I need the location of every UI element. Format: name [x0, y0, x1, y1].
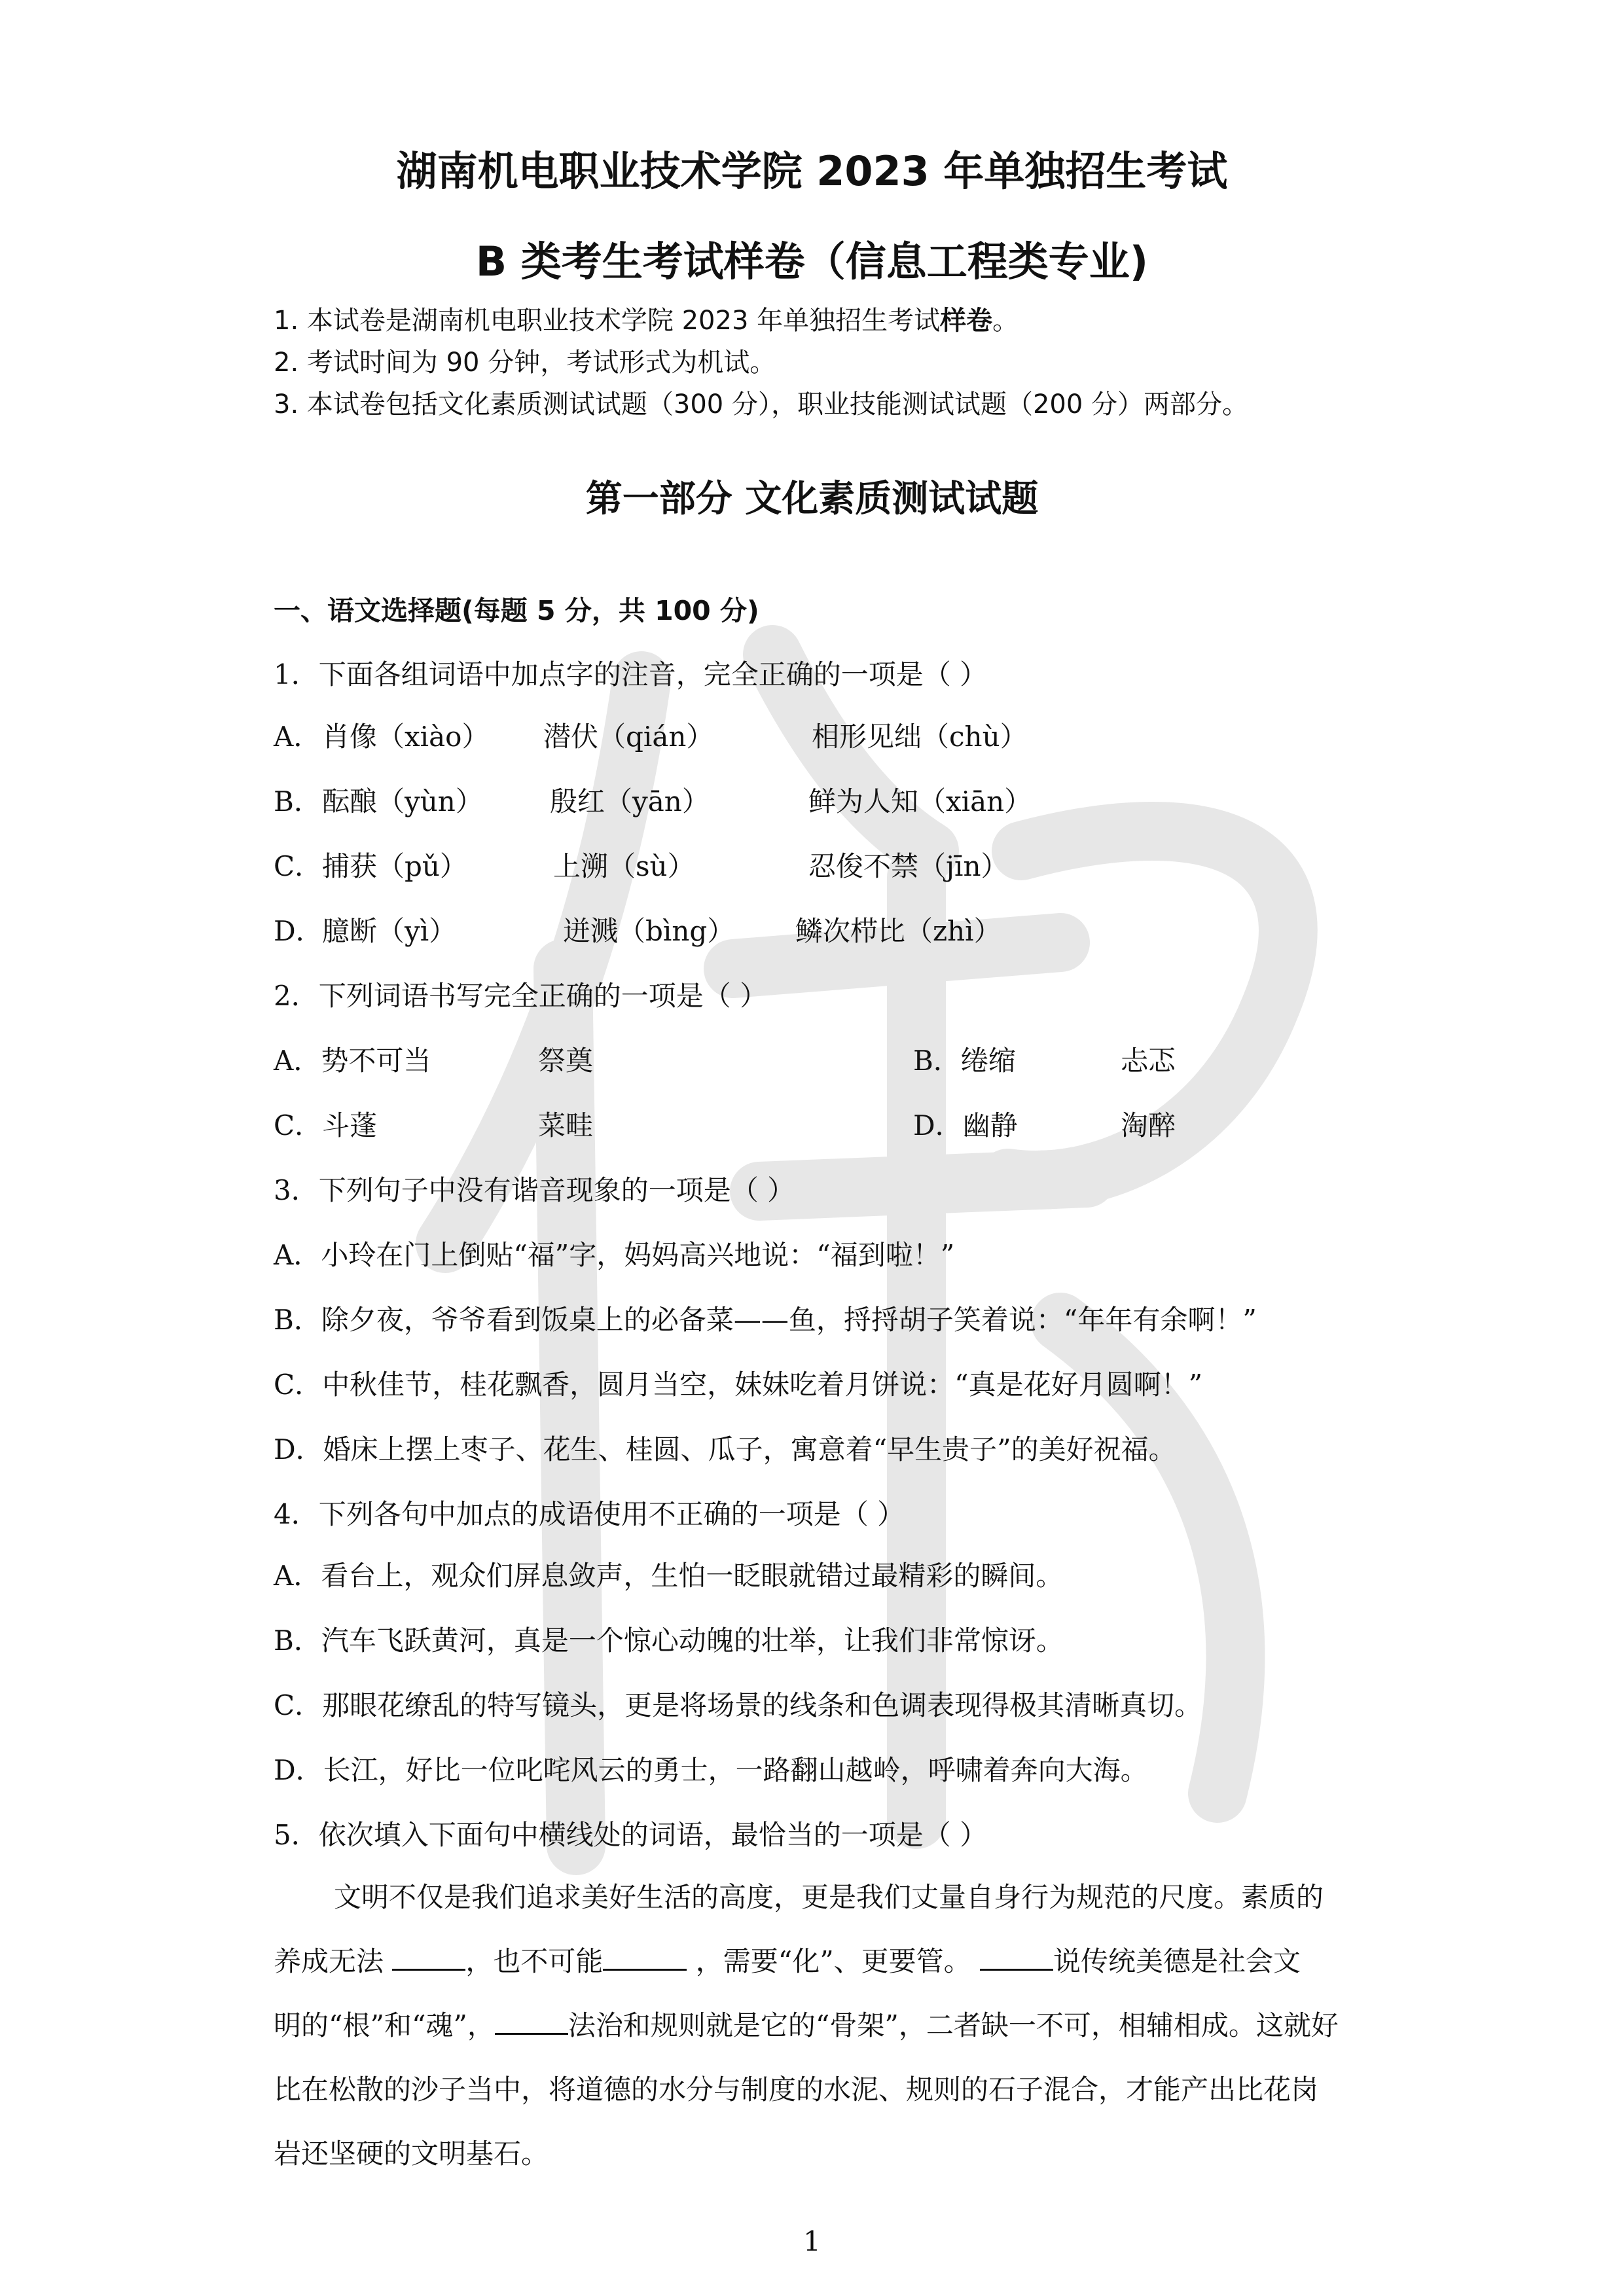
q4-option-d: D．长江，好比一位叱咤风云的勇士，一路翻山越岭，呼啸着奔向大海。 — [274, 1754, 1148, 1786]
q1-option-b-2: 殷红（yān） — [550, 785, 710, 817]
q1-option-d-3: 鳞次栉比（zhì） — [795, 915, 1001, 947]
part-title: 第一部分 文化素质测试试题 — [585, 477, 1039, 520]
q2-option-c-word: 菜畦 — [538, 1109, 594, 1141]
note-3: 3. 本试卷包括文化素质测试试题（300 分），职业技能测试试题（200 分）两部分。 — [274, 389, 1249, 420]
q1-option-b-3: 鲜为人知（xiān） — [808, 785, 1032, 817]
q4-option-a: A．看台上，观众们屏息敛声，生怕一眨眼就错过最精彩的瞬间。 — [274, 1560, 1064, 1592]
q5-blank-3 — [980, 1945, 1053, 1971]
note-2: 2. 考试时间为 90 分钟，考试形式为机试。 — [274, 348, 776, 378]
q5-passage-seg-5: 明的“根”和“魂”， — [274, 2009, 495, 2041]
q5-blank-2 — [603, 1945, 687, 1971]
q5-passage-seg-1: 养成无法 — [274, 1945, 393, 1977]
q5-blank-4 — [495, 2009, 568, 2035]
q2-option-d-word: 淘醉 — [1121, 1109, 1176, 1141]
q5-passage-seg-6: 法治和规则就是它的“骨架”，二者缺一不可，相辅相成。这就好 — [568, 2009, 1339, 2041]
note-1-end: 。 — [992, 306, 1019, 336]
q1-option-b-label: B． — [274, 785, 321, 817]
question-4-stem: 4．下列各句中加点的成语使用不正确的一项是（ ） — [274, 1498, 905, 1530]
q5-passage-line-2 — [274, 1940, 1301, 1979]
q3-option-c: C．中秋佳节，桂花飘香，圆月当空，妹妹吃着月饼说：“真是花好月圆啊！” — [274, 1369, 1203, 1401]
q5-blank-1 — [392, 1945, 465, 1971]
q1-option-a-1: 肖像（xiào） — [322, 721, 490, 753]
q5-passage-line-1: 文明不仅是我们追求美好生活的高度，更是我们丈量自身行为规范的尺度。素质的 — [334, 1881, 1324, 1913]
q5-passage-seg-3: ，需要“化”、更要管。 — [687, 1945, 981, 1977]
q5-passage-line-5: 岩还坚硬的文明基石。 — [274, 2138, 549, 2170]
q1-option-a-2: 潜伏（qián） — [543, 721, 714, 753]
q2-option-c: C．斗蓬 — [274, 1109, 378, 1141]
q4-option-b: B．汽车飞跃黄河，真是一个惊心动魄的壮举，让我们非常惊讶。 — [274, 1624, 1064, 1657]
q3-option-a: A．小玲在门上倒贴“福”字，妈妈高兴地说：“福到啦！” — [274, 1239, 955, 1271]
section-title: 一、语文选择题(每题 5 分，共 100 分) — [274, 595, 759, 626]
question-1-stem: 1．下面各组词语中加点字的注音，完全正确的一项是（ ） — [274, 658, 988, 691]
q5-passage-seg-2: ，也不可能 — [465, 1945, 604, 1977]
q2-option-d: D．幽静 — [913, 1109, 1018, 1141]
q2-option-b: B．绻缩 — [913, 1045, 1016, 1077]
q1-option-d-1: 臆断（yì） — [322, 915, 457, 947]
q2-option-a-word: 祭奠 — [538, 1045, 594, 1077]
q5-passage-seg-4: 说传统美德是社会文 — [1053, 1945, 1301, 1977]
q1-option-c-label: C． — [274, 850, 323, 882]
q1-option-c-1: 捕获（pǔ） — [322, 850, 467, 882]
exam-subtitle: B 类考生考试样卷（信息工程类专业) — [475, 238, 1149, 285]
q4-option-c: C．那眼花缭乱的特写镜头，更是将场景的线条和色调表现得极其清晰真切。 — [274, 1689, 1202, 1721]
question-5-stem: 5．依次填入下面句中横线处的词语，最恰当的一项是（ ） — [274, 1819, 988, 1851]
q1-option-c-3: 忍俊不禁（jīn） — [808, 850, 1009, 882]
note-1-bold: 样卷 — [940, 306, 993, 336]
page-number: 1 — [803, 2225, 821, 2257]
q1-option-b-1: 酝酿（yùn） — [322, 785, 483, 817]
q1-option-d-2: 迸溅（bìng） — [563, 915, 735, 947]
note-1-text: 1. 本试卷是湖南机电职业技术学院 2023 年单独招生考试 — [274, 306, 941, 336]
q1-option-c-2: 上溯（sù） — [553, 850, 695, 882]
note-1 — [274, 300, 1019, 337]
q3-option-b: B．除夕夜，爷爷看到饭桌上的必备菜——鱼，捋捋胡子笑着说：“年年有余啊！” — [274, 1304, 1257, 1336]
q3-option-d: D．婚床上摆上枣子、花生、桂圆、瓜子，寓意着“早生贵子”的美好祝福。 — [274, 1433, 1176, 1465]
exam-title: 湖南机电职业技术学院 2023 年单独招生考试 — [396, 147, 1228, 195]
q2-option-b-word: 忐忑 — [1121, 1045, 1176, 1077]
q5-passage-line-3 — [274, 2004, 1339, 2043]
question-3-stem: 3．下列句子中没有谐音现象的一项是（ ） — [274, 1174, 795, 1206]
q5-passage-line-4: 比在松散的沙子当中，将道德的水分与制度的水泥、规则的石子混合，才能产出比花岗 — [274, 2073, 1319, 2106]
question-2-stem: 2．下列词语书写完全正确的一项是（ ） — [274, 980, 768, 1012]
q1-option-d-label: D． — [274, 915, 323, 947]
q1-option-a-label: A． — [274, 721, 321, 753]
q1-option-a-3: 相形见绌（chù） — [812, 721, 1028, 753]
q2-option-a: A．势不可当 — [274, 1045, 431, 1077]
